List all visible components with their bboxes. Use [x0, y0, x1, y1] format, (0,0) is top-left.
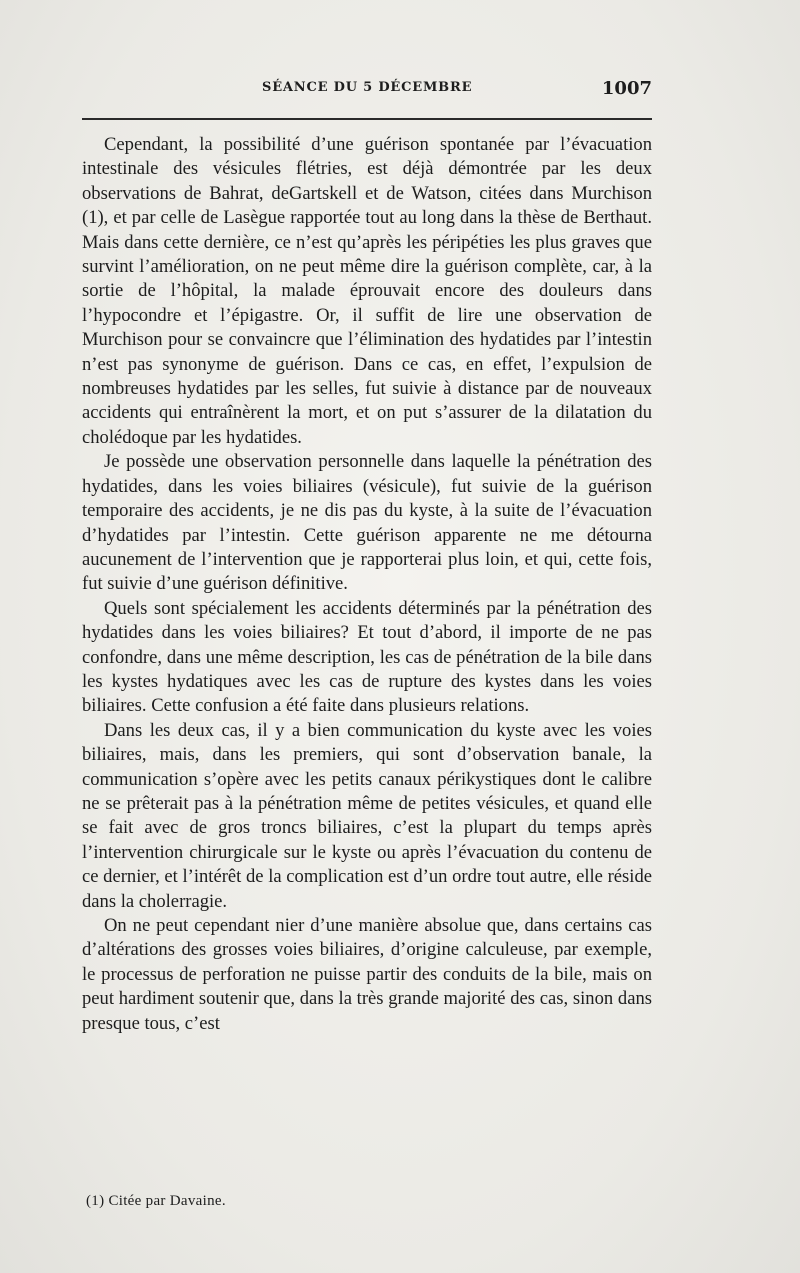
running-head: SÉANCE DU 5 DÉCEMBRE	[262, 80, 473, 95]
paragraph-5: On ne peut cependant nier d’une manière absolue que, dans certains cas d’altérations des grosses voies biliaires, d’origine calculeuse, par exemple, le processus de perforation ne puisse partir des conduits de la bile, mais on peut hardiment soutenir que, dans la très grande majorité des cas, sinon dans presque tous, c’est	[82, 915, 652, 1034]
header-rule	[82, 118, 652, 120]
paragraph-3: Quels sont spécialement les accidents déterminés par la pénétration des hydatides dans les voies biliaires? Et tout d’abord, il importe de ne pas confondre, dans une même description, les cas de pénétration de la bile dans les kystes hydatiques avec les cas de rupture des kystes dans les voies biliaires. Cette confusion a été faite dans plusieurs relations.	[82, 597, 652, 717]
paragraph-1: Cependant, la possibilité d’une guérison spontanée par l’évacuation intestinale des vésicules flétries, est déjà démontrée par les deux observations de Bahrat, deGartskell et de Watson, citées dans Murchison (1), et par celle de Lasègue rapportée tout au long dans la thèse de Berthaut. Mais dans cette dernière, ce n’est qu’après les péripéties les plus graves que survint l’amélioration, on ne peut même dire la guérison complète, car, à la sortie de l’hôpital, la malade éprouvait encore des douleurs dans l’hypocondre et l’épigastre. Or, il suffit de lire une observation de Murchison pour se convaincre que l’élimination des hydatides par l’intestin n’est pas synonyme de guérison. Dans ce cas, en effet, l’expulsion de nombreuses hydatides par les selles, fut suivie à distance par de nouveaux accidents qui entraînèrent la mort, et on put s’assurer de la dilatation du cholédoque par les hydatides.	[82, 134, 652, 448]
page-number: 1007	[601, 78, 652, 99]
paragraph-4: Dans les deux cas, il y a bien communication du kyste avec les voies biliaires, mais, dans les premiers, qui sont d’observation banale, la communication s’opère avec les petits canaux périkystiques dont le calibre ne se prêterait pas à la pénétration même de petites vésicules, et quand elle se fait avec de gros troncs biliaires, c’est la plupart du temps après l’intervention chirurgicale sur le kyste ou après l’évacuation du contenu de ce dernier, et l’intérêt de la complication est d’un ordre tout autre, elle réside dans la cholerragie.	[82, 719, 652, 912]
paragraph-2: Je possède une observation personnelle dans laquelle la pénétration des hydatides, dans les voies biliaires (vésicule), fut suivie de la guérison temporaire des accidents, je ne dis pas du kyste, à la suite de l’évacuation d’hydatides par l’intestin. Cette guérison apparente ne me détourna aucunement de l’intervention que je rapporterai plus loin, et qui, cette fois, fut suivie d’une guérison définitive.	[82, 451, 652, 595]
page-header	[82, 78, 652, 104]
footnote: (1) Citée par Davaine.	[86, 1193, 226, 1209]
body-text	[82, 133, 652, 1036]
